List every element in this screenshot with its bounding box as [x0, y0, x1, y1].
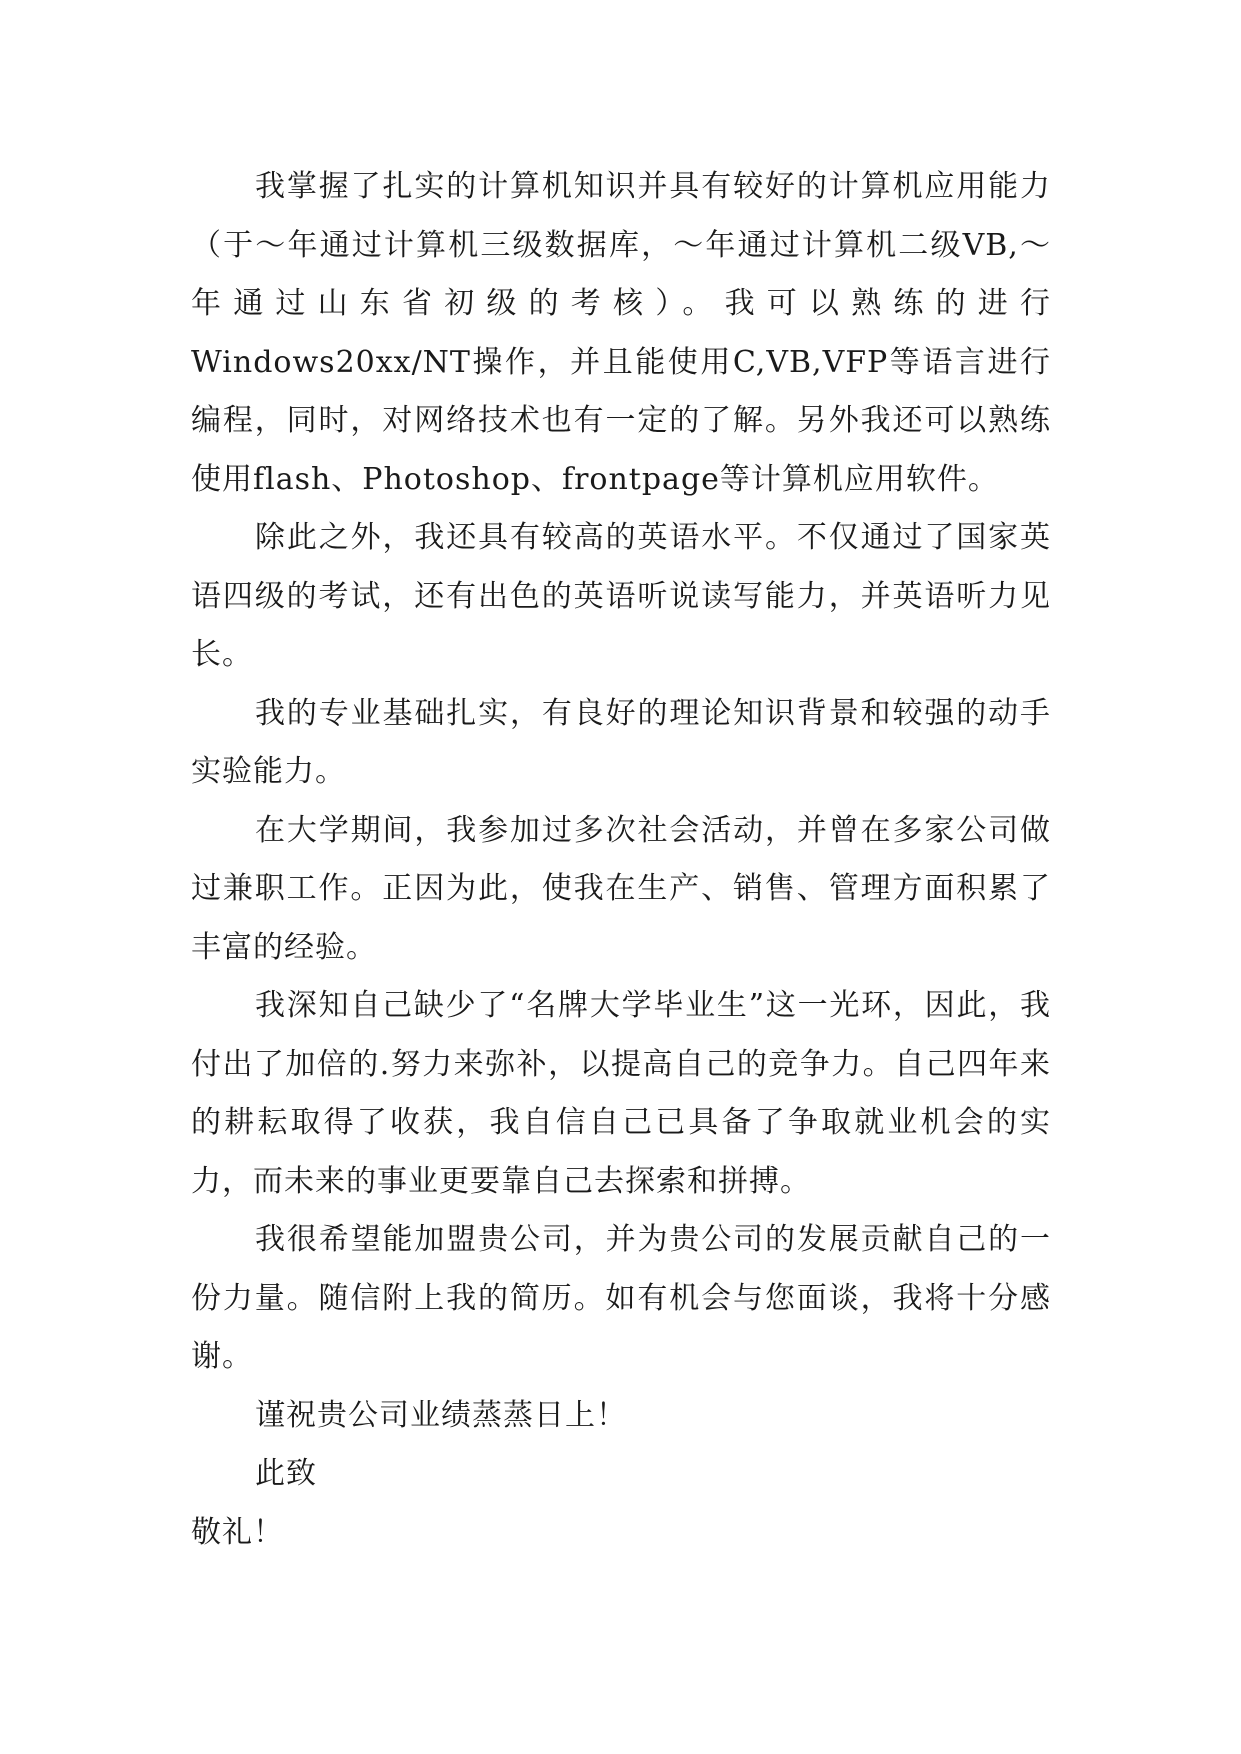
paragraph-salutation: 此致	[255, 1456, 317, 1491]
paragraph-computer-skills: 我掌握了扎实的计算机知识并具有较好的计算机应用能力（于～年通过计算机三级数据库，～年通过计算机二级VB,～年通过山东省初级的考核）。我可以熟练的进行Windows20xx/NT操作，并且能使用C,VB,VFP等语言进行编程，同时，对网络技术也有一定的了解。另外我还可以熟练使用flash、Photoshop、frontpage等计算机应用软件。	[191, 169, 1051, 497]
letter-body	[191, 158, 1051, 1562]
paragraph-wishes: 谨祝贵公司业绩蒸蒸日上！	[255, 1397, 627, 1433]
paragraph-join-company: 我很希望能加盟贵公司，并为贵公司的发展贡献自己的一份力量。随信附上我的简历。如有机会与您面谈，我将十分感谢。	[191, 1222, 1051, 1374]
paragraph-social-activities: 在大学期间，我参加过多次社会活动，并曾在多家公司做过兼职工作。正因为此，使我在生产、销售、管理方面积累了丰富的经验。	[191, 812, 1051, 965]
paragraph-effort: 我深知自己缺少了“名牌大学毕业生”这一光环，因此，我付出了加倍的.努力来弥补，以提高自己的竞争力。自己四年来的耕耘取得了收获，我自信自己已具备了争取就业机会的实力，而未来的事业更要靠自己去探索和拼搏。	[191, 988, 1051, 1199]
paragraph-english-skills: 除此之外，我还具有较高的英语水平。不仅通过了国家英语四级的考试，还有出色的英语听说读写能力，并英语听力见长。	[191, 520, 1051, 672]
paragraph-professional-foundation: 我的专业基础扎实，有良好的理论知识背景和较强的动手实验能力。	[191, 695, 1051, 789]
closing-regards: 敬礼！	[191, 1514, 284, 1550]
